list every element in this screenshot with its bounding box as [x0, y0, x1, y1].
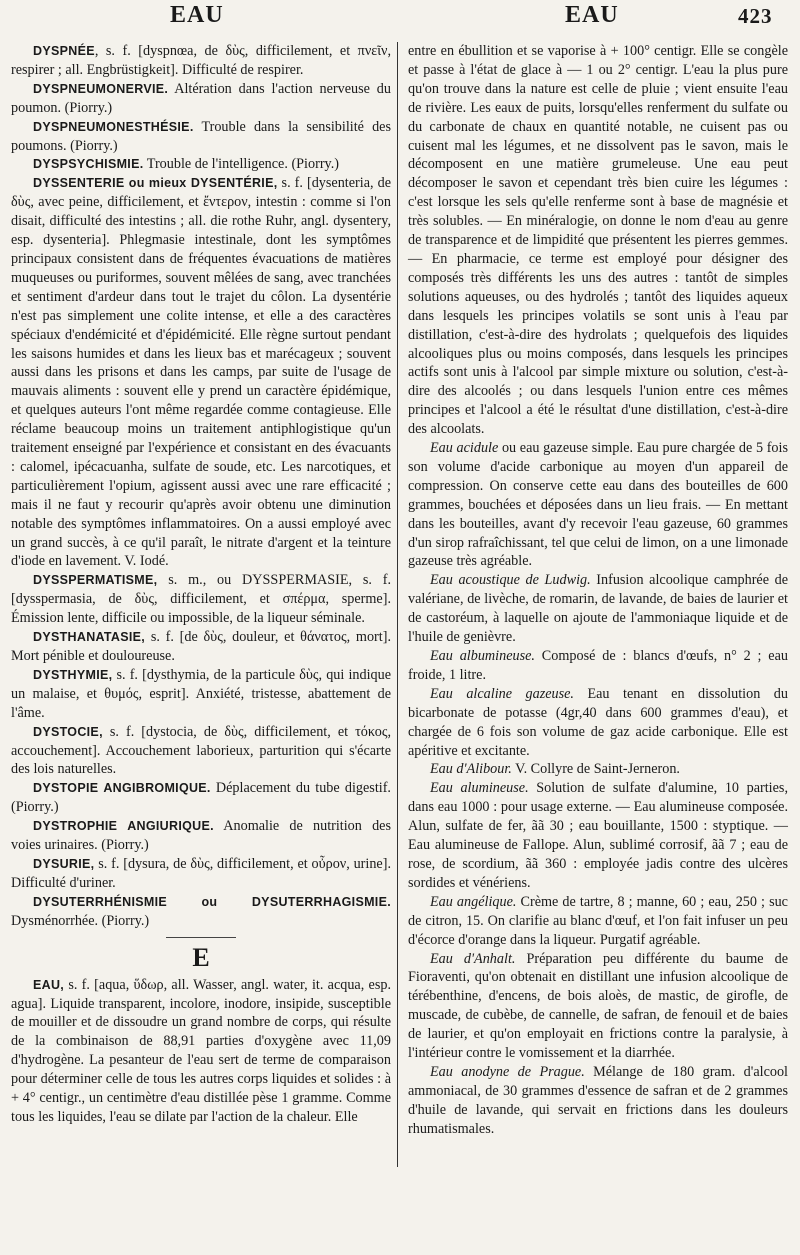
headword: DYSTOPIE ANGIBROMIQUE.	[33, 781, 211, 796]
dictionary-entry	[11, 118, 391, 156]
sub-entry-text: Crème de tartre, 8 ; manne, 60 ; eau, 250 ; suc de citron, 15. On clarifie au blanc d'œuf, et l'on fait infuser un peu d'écorce d'orange dans la liqueur. Purgatif agréable.	[408, 893, 788, 948]
sub-entry-text: Composé de : blancs d'œufs, n° 2 ; eau froide, 1 litre.	[408, 648, 788, 683]
headword: DYSSENTERIE ou mieux DYSENTÉRIE,	[33, 176, 278, 191]
entry-text: Trouble de l'intelligence. (Piorry.)	[143, 156, 339, 173]
headword: DYSUTERRHÉNISMIE ou DYSUTERRHAGISMIE.	[33, 894, 391, 909]
sub-entry-text: V. Collyre de Saint-Jerneron.	[511, 761, 680, 778]
sub-entry-title: Eau angélique.	[430, 893, 517, 910]
headword: DYSURIE,	[33, 856, 95, 871]
entry-text: s. f. [dystocia, de δὺς, difficilement, et τόκος, accouchement]. Accouchement laborieux, parturition qui s'écarte des lois naturelles.	[11, 723, 391, 778]
sub-entry-title: Eau d'Alibour.	[430, 761, 512, 778]
column-divider	[397, 42, 398, 1167]
headword: DYSPSYCHISMIE.	[33, 157, 144, 172]
dictionary-entry	[11, 571, 391, 628]
entry-text: Dysménorrhée. (Piorry.)	[11, 912, 150, 929]
sub-entry-text: Préparation peu différente du baume de Fioraventi, qu'on obtenait en distillant une infusion alcoolique de térébenthine, d'encens, de bois aloès, de mastic, de girofle, de muscade, de cubèbe, de cannelle, de safran, de fenouil et de baies de laurier, et qu'on employait en frictions contre la paralysie, à l'intérieur contre le vomissement et la diarrhée.	[408, 950, 788, 1062]
sub-entry-title: Eau d'Anhalt.	[430, 950, 516, 967]
entry-text: s. f. [dysenteria, de δὺς, avec peine, difficilement, et ἔντερον, intestin : comme si l'on disait, difficulté des intestins ; all. die rothe Ruhr, angl. dysentery, esp. dysenteria]. Phlegmasie intestinale, dont les symptômes principaux consistent dans de fréquentes évacuations de matières muqueuses ou puriformes, souvent mêlées de sang, avec tranchées et sentiment d'ardeur dans tout le trajet du côlon. La dysentérie n'est pas simplement une colite intense, et elle a des caractères spéciaux d'endémicité et d'épidémicité. Elle règne surtout pendant les saisons humides et dans les lieux bas et marécageux ; souvent aussi dans les prisons et dans les camps, par suite de l'usage de mauvais aliments : souvent elle y prend un caractère épidémique, et quelques auteurs l'ont même regardée comme contagieuse. Elle réclame beaucoup moins un traitement antiphlogistique qu'un traitement enseigné par l'expérience et consistant en des évacuants : calomel, ipécacuanha, sulfate de soude, etc. Les narcotiques, et particulièrement l'opium, agissent aussi avec une rare efficacité ; mais il ne faut y recourir qu'après avoir obtenu une diminution notable des symptômes inflammatoires. On a aussi employé avec un grand succès, à ce qu'il paraît, le nitrate d'argent et la teinture d'iode en lavement. V. Iodé.	[11, 175, 391, 570]
headword: EAU,	[33, 977, 65, 992]
dictionary-entry	[11, 628, 391, 666]
dictionary-entry	[11, 80, 391, 118]
headword: DYSSPERMATISME,	[33, 573, 158, 588]
entry-text: , s. f. [dyspnœa, de δὺς, difficilement, et πνεῖν, respirer ; all. Engbrüstigkeit]. Difficulté de respirer.	[11, 43, 391, 78]
sub-entry-title: Eau alcaline gazeuse.	[430, 685, 574, 702]
headword: DYSPNEUMONESTHÉSIE.	[33, 119, 194, 134]
headword: DYSTHANATASIE,	[33, 630, 146, 645]
sub-entry-title: Eau acoustique de Ludwig.	[430, 572, 591, 589]
header-right-word: EAU	[565, 2, 619, 28]
dictionary-entry	[11, 42, 391, 80]
headword: DYSTOCIE,	[33, 724, 103, 739]
sub-entry-text: Mélange de 180 gram. d'alcool ammoniacal, de 30 grammes d'essence de safran et de 2 grammes d'huile de lavande, qui servait en frictions dans les douleurs rhumatismales.	[408, 1063, 788, 1137]
headword: DYSPNEUMONERVIE.	[33, 81, 169, 96]
entry-text: Déplacement du tube digestif. (Piorry.)	[11, 780, 391, 816]
dictionary-entry	[11, 779, 391, 817]
header-left-word: EAU	[170, 2, 224, 28]
sub-entry-title: Eau anodyne de Prague.	[430, 1063, 585, 1080]
entry-text: Trouble dans la sensibilité des poumons. (Piorry.)	[11, 118, 391, 154]
entry-text: Anomalie de nutrition des voies urinaires. (Piorry.)	[11, 818, 391, 854]
sub-entry-title: Eau acidule	[430, 440, 499, 457]
section-rule	[166, 937, 236, 938]
sub-entry	[408, 760, 788, 779]
headword: DYSPNÉE	[33, 44, 95, 58]
sub-entry	[408, 685, 788, 761]
sub-entry	[408, 779, 788, 892]
left-entries	[11, 42, 391, 931]
sub-entry	[408, 647, 788, 685]
page-number: 423	[738, 4, 773, 28]
dictionary-entry	[11, 155, 391, 174]
entry-text: s. f. [dysura, de δὺς, difficilement, et οὖρον, urine]. Difficulté d'uriner.	[11, 855, 391, 891]
sub-entry-title: Eau albumineuse.	[430, 648, 535, 664]
right-column	[408, 42, 788, 1139]
headword: DYSTROPHIE ANGIURIQUE.	[33, 819, 214, 834]
sub-entry	[408, 42, 788, 439]
left-column	[11, 42, 391, 1127]
dictionary-entry	[11, 174, 391, 571]
entry-text: s. f. [dysthymia, de la particule δὺς, qui indique un malaise, et θυμός, esprit]. Anxiété, tristesse, abattement de l'âme.	[11, 666, 391, 721]
sub-entry	[408, 439, 788, 571]
sub-entry-title: Eau alumineuse.	[430, 780, 529, 797]
dictionary-entry	[11, 817, 391, 855]
sub-entry-text: Infusion alcoolique camphrée de valériane, de livèche, de romarin, de lavande, de baies de laurier et de castoréum, à laquelle on ajoute de l'ammoniaque liquide et de l'huile de genièvre.	[408, 572, 789, 646]
dictionary-entry	[11, 855, 391, 893]
sub-entry-text: Eau tenant en dissolution du bicarbonate de potasse (4gr,40 dans 600 grammes d'eau), et chargée de 6 fois son volume de gaz acide carbonique. Elle est apéritive et excitante.	[408, 685, 788, 759]
dictionary-entry	[11, 893, 391, 931]
headword: DYSTHYMIE,	[33, 667, 113, 682]
dictionary-entry-eau	[11, 976, 391, 1127]
sub-entry	[408, 1063, 788, 1139]
sub-entry-text: Solution de sulfate d'alumine, 10 parties, dans eau 1000 : pour usage externe. — Eau alumineuse composée. Alun, sulfate de fer, ãã 30 ; eau bouillante, 1500 : styptique. — Eau alumineuse de Fallope. Alun, sublimé corrosif, ãã 7 ; eau de rose, de scordium, ãã 360 : employée jadis contre des ulcères sordides et vénériens.	[408, 780, 788, 891]
sub-entry	[408, 950, 788, 1063]
entry-text: s. f. [aqua, ὕδωρ, all. Wasser, angl. water, it. acqua, esp. agua]. Liquide transparent, incolore, inodore, insipide, susceptible de mouiller et de dissoudre un grand nombre de corps, qui résulte de la combinaison de 88,91 parties d'oxygène avec 11,09 d'hydrogène. La pesanteur de l'eau sert de terme de comparaison pour déterminer celle de tous les autres corps liquides et solides : à + 4° centigr., un centimètre d'eau distillée pèse 1 gramme. Comme tous les liquides, l'eau se dilate par l'action de la chaleur. Elle	[11, 976, 391, 1125]
entry-text: s. f. [de δὺς, douleur, et θάνατος, mort]. Mort pénible et douloureuse.	[11, 629, 391, 664]
sub-entry	[408, 571, 788, 647]
entry-text: s. m., ou DYSSPERMASIE, s. f. [dysspermasia, de δὺς, difficilement, et σπέρμα, sperme]. Émission lente, difficile ou impossible, de la liqueur séminale.	[11, 572, 391, 627]
sub-entry-text: entre en ébullition et se vaporise à + 100° centigr. Elle se congèle et passe à l'état de glace à — 1 ou 2° centigr. L'eau la plus pure qu'on trouve dans la nature est celle de pluie ; vient ensuite l'eau de rivière. Les eaux de puits, lorsqu'elles renferment du sulfate ou du carbonate de chaux en quantité notable, ne cuisent pas ou cuisent mal les légumes, et ne dissolvent pas le savon, mais le décomposent en une matière grumeleuse. Une eau peut décomposer le savon et cependant très bien cuire les légumes : c'est lorsque les sels qu'elle renferme sont à base de magnésie et très solubles. — En minéralogie, on donne le nom d'eau au genre de transparence et de limpidité que présentent les pierres gemmes. — En pharmacie, ce terme est employé pour désigner des composés très différents les uns des autres : tantôt de simples solutions aqueuses, ou des hydrolés ; tantôt des liquides aqueux dans lesquels les principes volatils se sont unis à l'eau par distillation, c'est-à-dire des hydrolats ; quelquefois des liquides alcooliques plus ou moins composés, dans lesquels les principes actifs sont unis à l'alcool par simple mixture ou solution, c'est-à-dire des alcoolés ; ou dans lesquels l'union entre ces mêmes principes et l'alcool a été le résultat d'une distillation, c'est-à-dire des alcoolats.	[408, 43, 788, 438]
section-letter: E	[192, 942, 210, 972]
sub-entry	[408, 893, 788, 950]
dictionary-entry	[11, 666, 391, 723]
entry-text: Altération dans l'action nerveuse du poumon. (Piorry.)	[11, 80, 391, 116]
dictionary-entry	[11, 723, 391, 780]
sub-entry-text: ou eau gazeuse simple. Eau pure chargée de 5 fois son volume d'acide carbonique au moyen d'un appareil de compression. On conserve cette eau dans des bouteilles de 600 grammes, bouchées et déposées dans un lieu frais. — En mettant dans les bouteilles, avant d'y recevoir l'eau gazeuse, 60 grammes d'un sirop rafraîchissant, tel que celui de limon, on a une limonade gazeuse très agréable.	[408, 440, 788, 570]
